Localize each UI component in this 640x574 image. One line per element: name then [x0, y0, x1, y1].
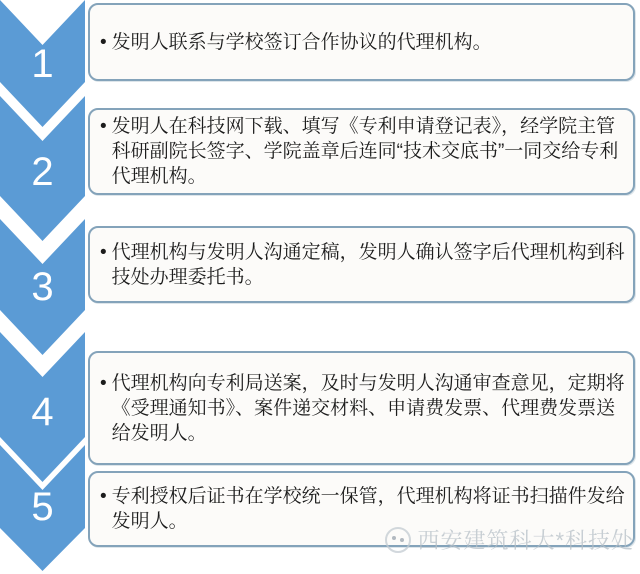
- step-5-text: 专利授权后证书在学校统一保管，代理机构将证书扫描件发给发明人。: [111, 486, 625, 532]
- step-1-text: 发明人联系与学校签订合作协议的代理机构。: [111, 31, 492, 53]
- step-2-content: [98, 114, 629, 189]
- step-2-number: 2: [31, 150, 54, 194]
- step-4-box: [88, 351, 635, 465]
- step-2-box: [88, 108, 635, 195]
- step-3-box: [88, 226, 635, 303]
- step-5-box: [88, 471, 635, 547]
- bullet-icon: •: [100, 486, 107, 507]
- bullet-icon: •: [100, 31, 107, 53]
- step-4-number: 4: [31, 390, 54, 434]
- step-3-content: [98, 240, 629, 290]
- step-5-number: 5: [31, 485, 54, 529]
- watermark-text: 西安建筑科大*科技处: [417, 528, 634, 553]
- step-1-number: 1: [31, 42, 54, 86]
- step-4-text: 代理机构向专利局送案，及时与发明人沟通审查意见，定期将《受理通知书》、案件递交材料、申请费发票、代理费发票送给发明人。: [111, 372, 625, 444]
- bullet-icon: •: [100, 372, 107, 394]
- step-5-content: [98, 484, 629, 534]
- bullet-icon: •: [100, 116, 107, 137]
- step-1-box: [88, 3, 635, 81]
- step-3-text: 代理机构与发明人沟通定稿，发明人确认签字后代理机构到科技处办理委托书。: [111, 241, 625, 288]
- step-1-content: [98, 30, 492, 55]
- bullet-icon: •: [100, 241, 107, 263]
- step-2-text: 发明人在科技网下载、填写《专利申请登记表》，经学院主管科研副院长签字、学院盖章后连同“技术交底书”一同交给专利代理机构。: [111, 116, 619, 187]
- step-4-content: [98, 371, 629, 446]
- step-3-number: 3: [31, 265, 54, 309]
